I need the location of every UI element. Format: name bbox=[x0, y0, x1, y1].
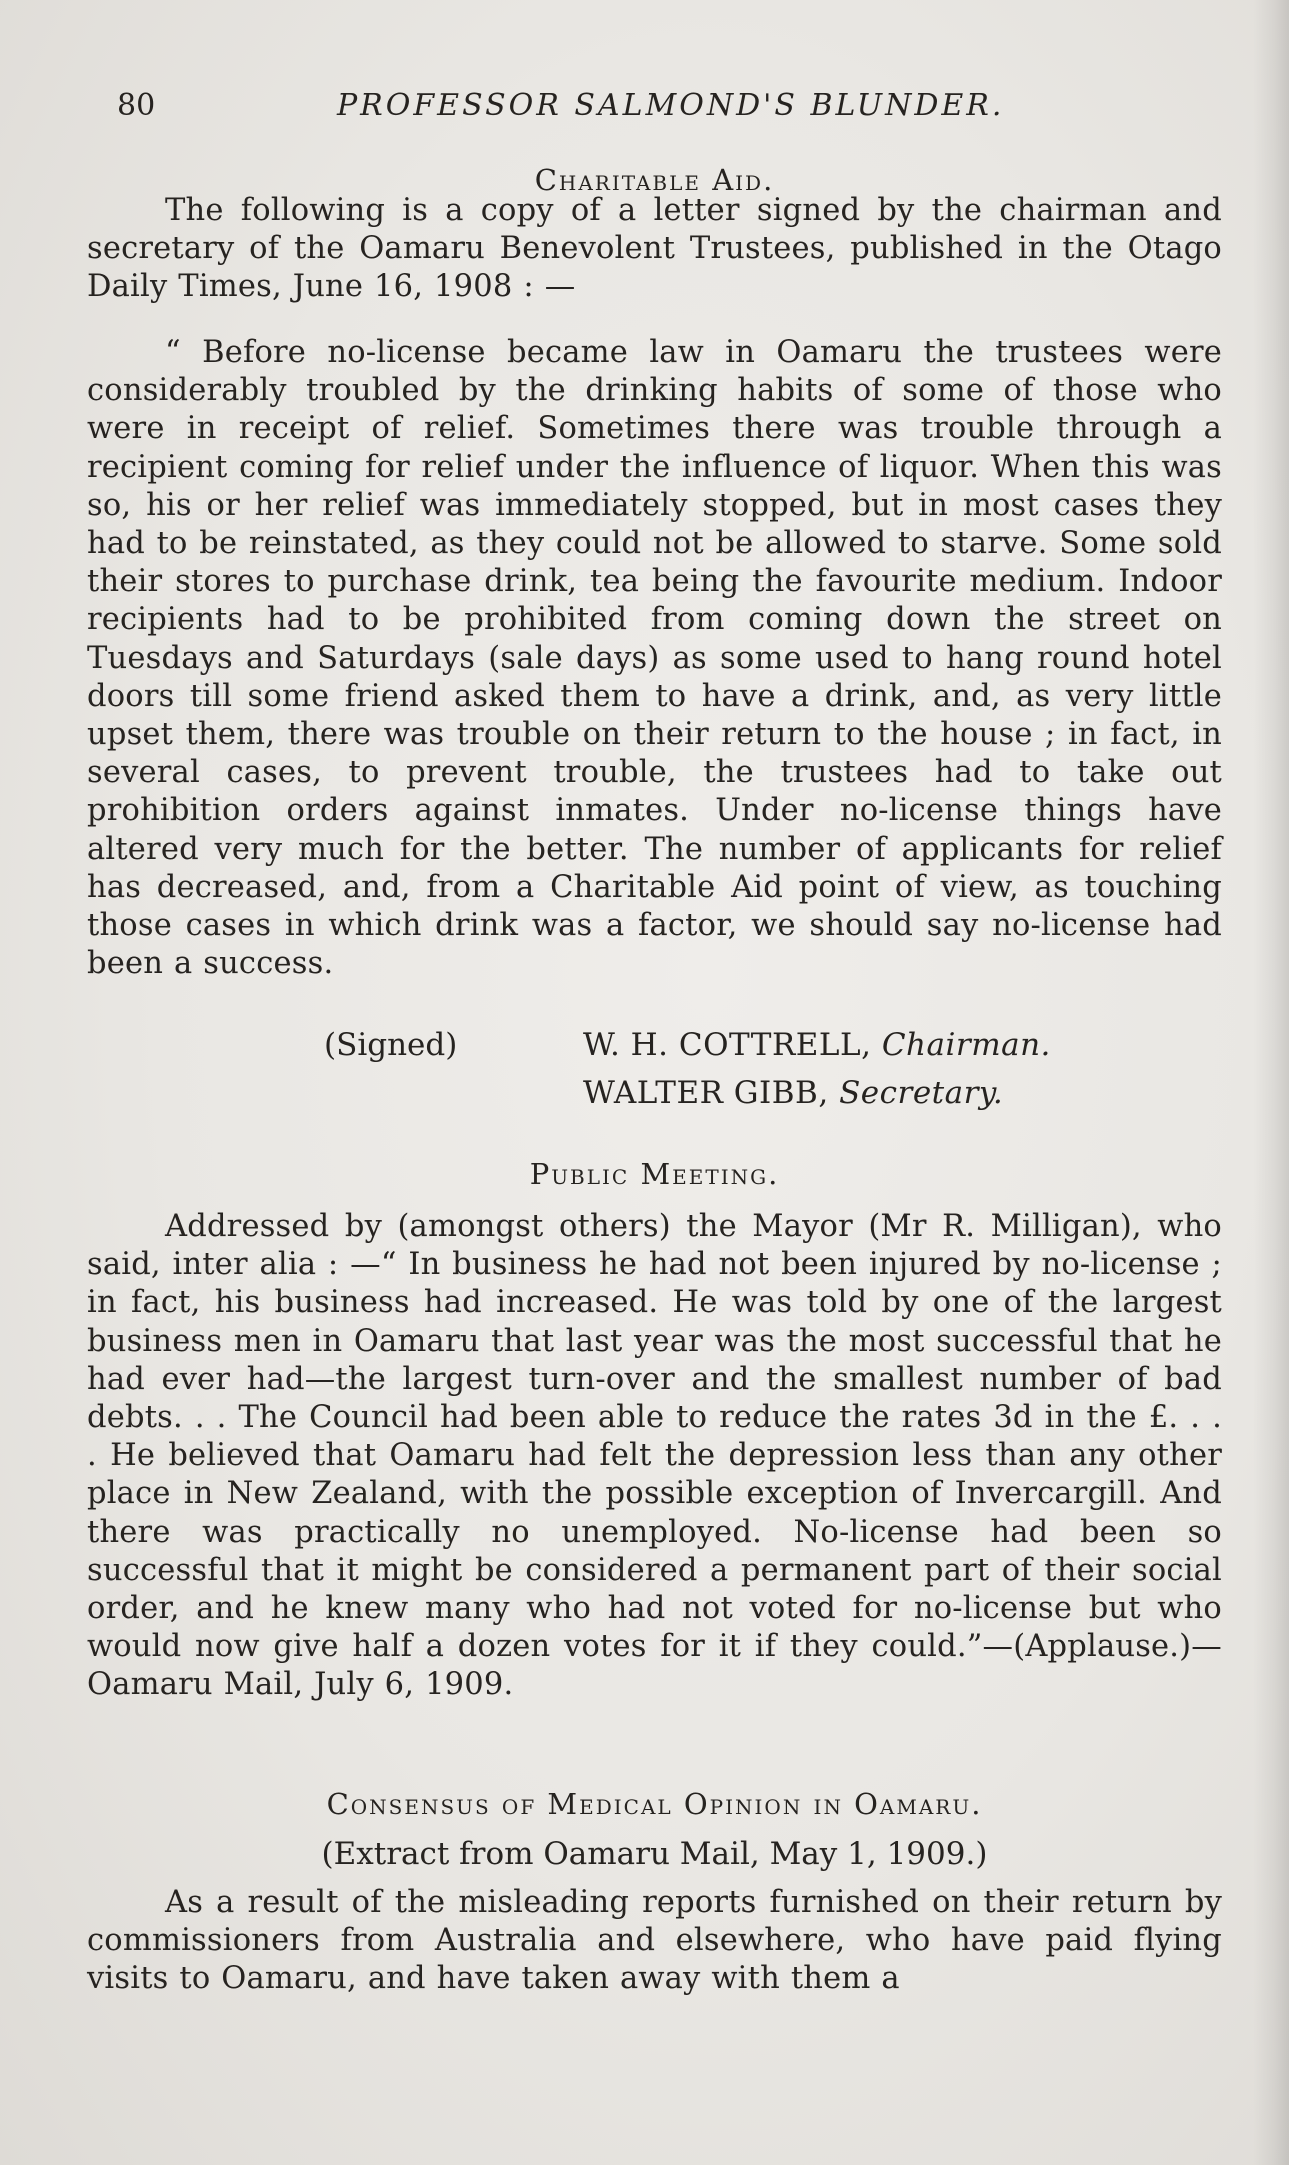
medical-opinion-heading: Consensus of Medical Opinion in Oamaru. bbox=[326, 1787, 983, 1821]
medical-opinion-text: As a result of the misleading reports furnished on their return by commissioners from Australia and elsewhere, who have paid flying visits to Oamaru, and have taken away with them a bbox=[87, 1885, 1222, 1997]
chairman-role: Chairman. bbox=[881, 1027, 1051, 1063]
charitable-aid-heading: Charitable Aid. bbox=[534, 163, 775, 197]
page-edge-shadow bbox=[1253, 0, 1289, 2165]
secretary-role: Secretary. bbox=[839, 1075, 1004, 1111]
charitable-aid-intro: The following is a copy of a letter signed by the chairman and secretary of the Oamaru Benevolent Trustees, published in the Otago Daily Times, June 16, 1908 : — bbox=[87, 193, 1222, 305]
running-head bbox=[87, 88, 1222, 138]
signature-chairman bbox=[583, 1027, 1051, 1063]
public-meeting-text: Addressed by (amongst others) the Mayor (Mr R. Milligan), who said, inter alia : —“ In business he had not been injured by no-license ; in fact, his business had increased. He was told by one of the largest business men in Oamaru that last year was the most successful that he had ever had—the largest turn-over and the smallest number of bad debts. . . The Council had been able to reduce the rates 3d in the £. . . . He believed that Oamaru had felt the depression less than any other place in New Zealand, with the possible exception of Invercargill. And there was practically no unemployed. No-license had been so successful that it might be considered a permanent part of their social order, and he knew many who had not voted for no-license but who would now give half a dozen votes for it if they could.”—(Applause.)—Oamaru Mail, July 6, 1909. bbox=[87, 1209, 1222, 1703]
charitable-aid-letter: “ Before no-license became law in Oamaru the trustees were considerably troubled by the drinking habits of some of those who were in receipt of relief. Sometimes there was trouble through a recipient coming for relief under the influence of liquor. When this was so, his or her relief was immediately stopped, but in most cases they had to be reinstated, as they could not be allowed to starve. Some sold their stores to purchase drink, tea being the favourite medium. Indoor recipients had to be prohibited from coming down the street on Tuesdays and Saturdays (sale days) as some used to hang round hotel doors till some friend asked them to have a drink, and, as very little upset them, there was trouble on their return to the house ; in fact, in several cases, to prevent trouble, the trustees had to take out prohibition orders against inmates. Under no-license things have altered very much for the better. The number of applicants for relief has decreased, and, from a Charitable Aid point of view, as touching those cases in which drink was a factor, we should say no-license had been a success. bbox=[87, 335, 1222, 982]
secretary-name: WALTER GIBB, bbox=[583, 1075, 829, 1111]
medical-opinion-subheading: (Extract from Oamaru Mail, May 1, 1909.) bbox=[321, 1836, 988, 1872]
running-title: PROFESSOR SALMOND'S BLUNDER. bbox=[337, 88, 1005, 123]
page-number: 80 bbox=[117, 88, 156, 123]
signature-secretary bbox=[583, 1075, 1003, 1111]
public-meeting-heading: Public Meeting. bbox=[529, 1157, 780, 1191]
chairman-name: W. H. COTTRELL, bbox=[583, 1027, 872, 1063]
signed-label: (Signed) bbox=[324, 1027, 458, 1063]
